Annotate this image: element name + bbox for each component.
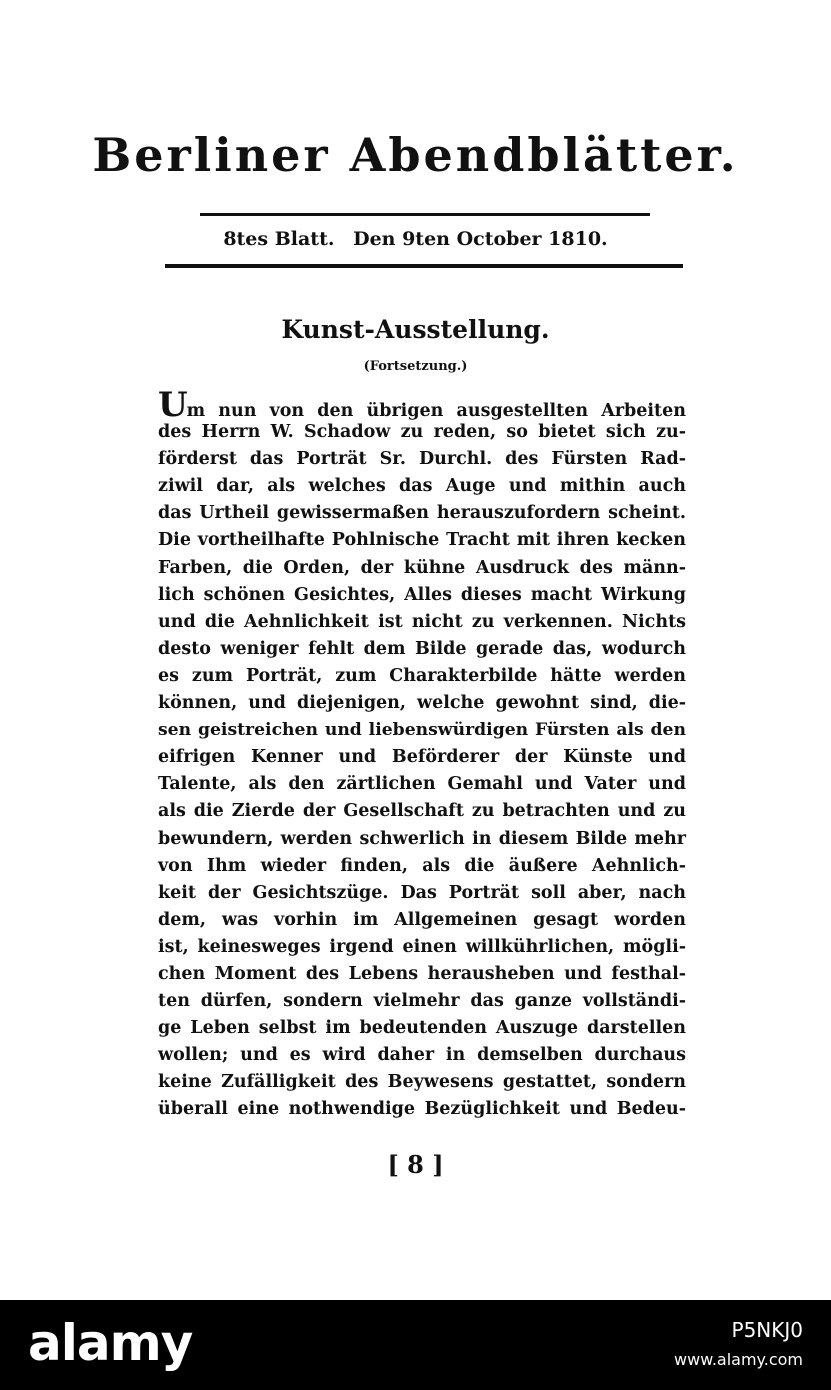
body-line: können, und diejenigen, welche gewohnt sind, die- bbox=[158, 693, 686, 714]
body-line: Die vortheilhafte Pohlnische Tracht mit ihren kecken bbox=[158, 530, 686, 551]
body-line: ziwil dar, als welches das Auge und mithin auch bbox=[158, 476, 686, 497]
watermark-url: www.alamy.com bbox=[674, 1350, 803, 1369]
drop-cap: U bbox=[158, 385, 187, 425]
masthead-rule-top bbox=[200, 213, 650, 216]
article-body bbox=[158, 385, 686, 1124]
masthead-title: Berliner Abendblätter. bbox=[92, 128, 739, 182]
page-number: [ 8 ] bbox=[387, 1150, 444, 1179]
article-title: Kunst-Ausstellung. bbox=[281, 315, 550, 344]
body-line bbox=[158, 385, 686, 425]
issue-date: Den 9ten October 1810. bbox=[353, 228, 608, 250]
body-line: dem, was vorhin im Allgemeinen gesagt worden bbox=[158, 909, 686, 930]
body-line-text: m nun von den übrigen ausgestellten Arbeiten bbox=[186, 401, 686, 421]
body-line: ist, keinesweges irgend einen willkührlichen, mögli- bbox=[158, 936, 686, 957]
body-line: desto weniger fehlt dem Bilde gerade das, wodurch bbox=[158, 638, 686, 659]
body-line: ge Leben selbst im bedeutenden Auszuge darstellen bbox=[158, 1018, 686, 1039]
body-line: das Urtheil gewissermaßen herauszufordern scheint. bbox=[158, 503, 686, 524]
article-continued-note: (Fortsetzung.) bbox=[363, 359, 468, 374]
body-line: förderst das Porträt Sr. Durchl. des Fürsten Rad- bbox=[158, 449, 686, 470]
alamy-logo: alamy bbox=[28, 1314, 193, 1372]
body-line: keit der Gesichtszüge. Das Porträt soll aber, nach bbox=[158, 882, 686, 903]
body-line: von Ihm wieder finden, als die äußere Aehnlich- bbox=[158, 855, 686, 876]
body-line: keine Zufälligkeit des Beywesens gestattet, sondern bbox=[158, 1072, 686, 1093]
body-line: bewundern, werden schwerlich in diesem Bilde mehr bbox=[158, 828, 686, 849]
body-line: überall eine nothwendige Bezüglichkeit und Bedeu- bbox=[158, 1099, 686, 1120]
body-line: sen geistreichen und liebenswürdigen Fürsten als den bbox=[158, 720, 686, 741]
issue-sheet: 8tes Blatt. bbox=[223, 228, 335, 250]
body-line: als die Zierde der Gesellschaft zu betrachten und zu bbox=[158, 801, 686, 822]
image-id: P5NKJ0 bbox=[731, 1318, 803, 1342]
watermark-footer bbox=[0, 1300, 831, 1390]
body-line: ten dürfen, sondern vielmehr das ganze vollständi- bbox=[158, 991, 686, 1012]
body-line: und die Aehnlichkeit ist nicht zu verkennen. Nichts bbox=[158, 611, 686, 632]
masthead-rule-bottom bbox=[165, 264, 683, 268]
body-line: Farben, die Orden, der kühne Ausdruck des männ- bbox=[158, 557, 686, 578]
body-line: chen Moment des Lebens herausheben und festhal- bbox=[158, 963, 686, 984]
body-line: es zum Porträt, zum Charakterbilde hätte werden bbox=[158, 665, 686, 686]
issue-line bbox=[0, 228, 831, 250]
body-line: eifrigen Kenner und Beförderer der Künste und bbox=[158, 747, 686, 768]
body-line: lich schönen Gesichtes, Alles dieses macht Wirkung bbox=[158, 584, 686, 605]
body-line: des Herrn W. Schadow zu reden, so bietet sich zu- bbox=[158, 422, 686, 443]
body-line: Talente, als den zärtlichen Gemahl und Vater und bbox=[158, 774, 686, 795]
body-line: wollen; und es wird daher in demselben durchaus bbox=[158, 1045, 686, 1066]
